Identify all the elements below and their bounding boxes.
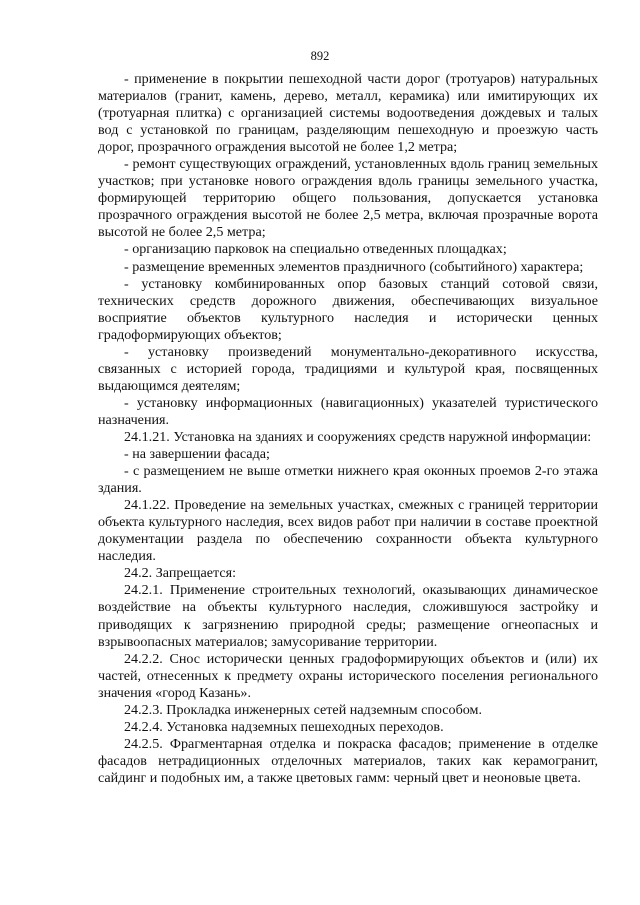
paragraph-cellular-supports: - установку комбинированных опор базовых станций сотовой связи, технических средств дорожного движения, обеспечивающих визуальное восприятие объектов культурного наследия и исторически ценных градоформирующих объектов; <box>98 275 598 343</box>
paragraph-24-2-3: 24.2.3. Прокладка инженерных сетей надземным способом. <box>124 701 482 718</box>
paragraph-24-2-1: 24.2.1. Применение строительных технологий, оказывающих динамическое воздействие на объекты культурного наследия, сложившуюся застройку и приводящих к загрязнению природной среды; размещение огнеопасных и взрывоопасных материалов; замусоривание территории. <box>98 582 598 650</box>
paragraph-24-1-21: 24.1.21. Установка на зданиях и сооружениях средств наружной информации: <box>124 428 592 445</box>
paragraph-monumental-art: - установку произведений монументально-декоративного искусства, связанных с историей города, традициями и культурой края, посвященных выдающимся деятелям; <box>98 343 598 394</box>
page-number: 892 <box>310 49 330 63</box>
paragraph-24-2-5: 24.2.5. Фрагментарная отделка и покраска фасадов; применение в отделке фасадов нетрадиционных отделочных материалов, таких как керамогранит, сайдинг и подобных им, а также цветовых гамм: черный цвет и неоновые цвета. <box>98 735 598 786</box>
paragraph-festive-elements: - размещение временных элементов праздничного (событийного) характера; <box>124 258 584 275</box>
paragraph-24-2: 24.2. Запрещается: <box>124 565 237 582</box>
paragraph-pedestrian-paving: - применение в покрытии пешеходной части дорог (тротуаров) натуральных материалов (гранит, камень, дерево, металл, керамика) или имитирующих их (тротуарная плитка) с организацией системы водоотведения дождевых и талых вод с установкой по границам, разделяющим пешеходную и проезжую часть дорог, прозрачного ограждения высотой не более 1,2 метра; <box>98 71 598 156</box>
paragraph-24-1-22: 24.1.22. Проведение на земельных участках, смежных с границей территории объекта культурного наследия, всех видов работ при наличии в составе проектной документации раздела по обеспечению сохранности объекта культурного наследия. <box>98 497 598 565</box>
paragraph-window-level: - с размещением не выше отметки нижнего края оконных проемов 2-го этажа здания. <box>98 463 598 497</box>
paragraph-tourist-signs: - установку информационных (навигационных) указателей туристического назначения. <box>98 394 598 428</box>
paragraph-24-2-2: 24.2.2. Снос исторически ценных градоформирующих объектов и (или) их частей, отнесенных к предмету охраны исторического поселения регионального значения «город Казань». <box>98 650 598 701</box>
paragraph-24-2-4: 24.2.4. Установка надземных пешеходных переходов. <box>124 718 444 735</box>
paragraph-parking: - организацию парковок на специально отведенных площадках; <box>124 241 507 258</box>
paragraph-facade-top: - на завершении фасада; <box>124 446 270 463</box>
paragraph-fence-repair: - ремонт существующих ограждений, установленных вдоль границ земельных участков; при установке нового ограждения вдоль границы земельного участка, формирующей территорию общего пользования, допускается установка прозрачного ограждения высотой не более 2,5 метра, включая прозрачные ворота высотой не более 2,5 метра; <box>98 156 598 241</box>
page-body <box>98 71 598 787</box>
